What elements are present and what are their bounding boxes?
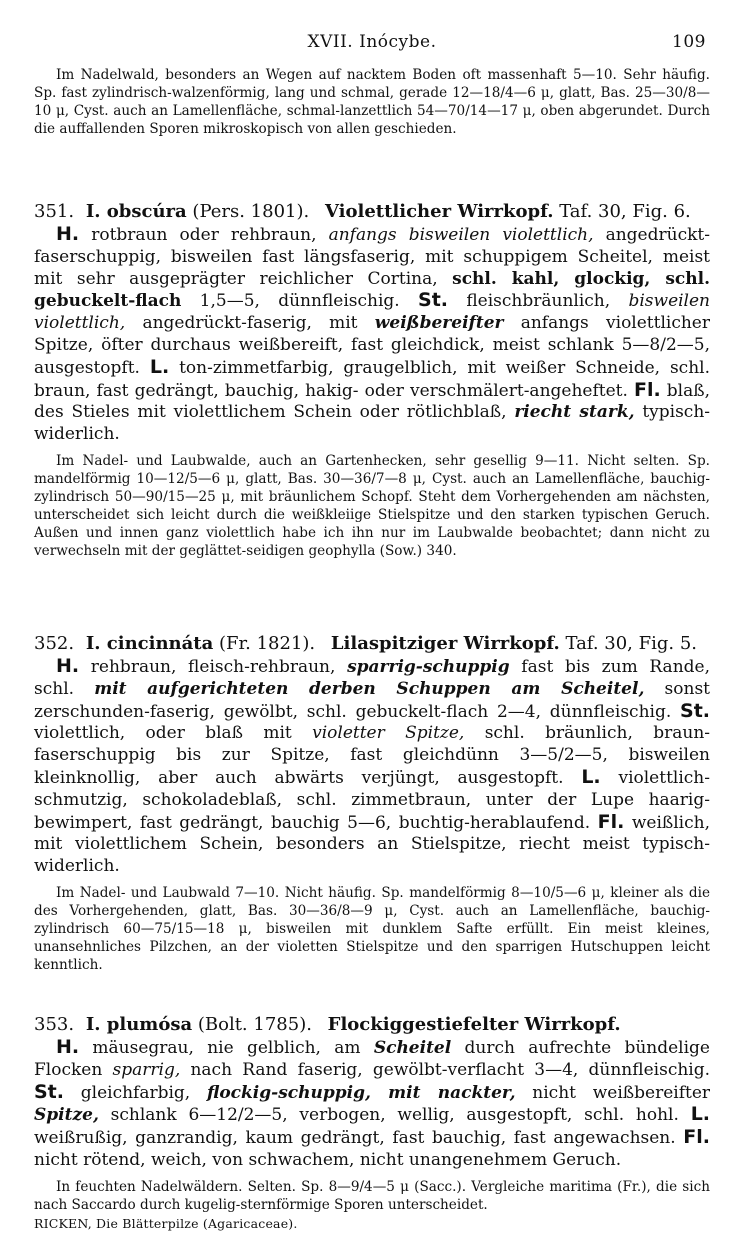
text-stiel-italic-2: weißbereifter: [374, 313, 504, 334]
label-stiel: St.: [418, 289, 449, 312]
label-lamellen: L.: [149, 355, 170, 378]
text-stiel-italic-2: Spitze,: [34, 1105, 99, 1126]
text-fleisch-1: blaß, des Stieles mit violettlichem Schein oder rötlichblaß,: [34, 380, 711, 423]
label-fleisch: Fl.: [633, 378, 661, 401]
entry-number: 352.: [34, 633, 75, 654]
description: [34, 224, 710, 446]
habitat-notes: In feuchten Nadelwäldern. Selten. Sp. 8—9/4—5 μ (Sacc.). Vergleiche maritima (Fr.), die sich nach Saccardo durch kugelig-sternförmige Sporen unterscheidet.: [34, 1178, 710, 1213]
label-lamellen: L.: [690, 1103, 711, 1126]
text-lamellen: violettlich-schmutzig, schokoladeblaß, schl. zimmetbraun, unter der Lupe haarig-bewimpert, fast gedrängt, bauchig 5—6, buchtig-herablaufend.: [34, 767, 710, 833]
label-stiel: St.: [34, 1080, 64, 1103]
text-fleisch-italic-1: riecht stark,: [514, 402, 635, 423]
running-header: [34, 22, 710, 58]
entry-heading: [34, 200, 710, 224]
latin-name: I. obscúra: [85, 201, 187, 222]
author-citation: (Pers. 1801).: [192, 201, 310, 222]
text-hut-italic-2: sparrig,: [112, 1059, 181, 1080]
label-fleisch: Fl.: [683, 1126, 710, 1149]
habitat-notes: Im Nadel- und Laubwalde, auch an Gartenhecken, sehr gesellig 9—11. Nicht selten. Sp. mandelförmig 10—12/5—6 μ, glatt, Bas. 30—36/7—8 μ, Cyst. auch an Lamellenfläche, bauchig-zylindrisch 50—90/15—25 μ, mit bräunlichem Schopf. Steht dem Vorhergehenden am nächsten, unterscheidet sich leicht durch die weißkleiige Stielspitze und den starken typischen Geruch. Außen und innen ganz violettlich habe ich ihn nur im Laubwalde beobachtet; dann nicht zu verwechseln mit der geglättet-seidigen geophylla (Sow.) 340.: [34, 452, 710, 559]
text-hut-italic-1: sparrig-schuppig: [347, 657, 510, 677]
label-fleisch: Fl.: [597, 810, 625, 833]
text-hut-1: mäusegrau, nie gelblich, am: [92, 1038, 361, 1058]
text-hut-1: rehbraun, fleisch-rehbraun,: [90, 657, 336, 677]
intro-notes: [34, 66, 710, 138]
text-stiel-3: schlank 6—12/2—5, verbogen, wellig, ausgestopft, schl. hohl.: [110, 1105, 679, 1126]
text-stiel-1: violettlich, oder blaß mit: [34, 723, 292, 744]
label-hut: H.: [56, 223, 80, 245]
text-hut-4: 1,5—5, dünnfleischig.: [199, 291, 400, 312]
label-hut: H.: [56, 1036, 80, 1058]
entry-number: 351.: [34, 201, 75, 222]
text-hut-1: rotbraun oder rehbraun,: [91, 225, 317, 245]
author-citation: (Fr. 1821).: [219, 633, 316, 654]
german-name: Violettlicher Wirrkopf.: [324, 201, 554, 222]
habitat-notes: Im Nadel- und Laubwald 7—10. Nicht häufig. Sp. mandelförmig 8—10/5—6 μ, kleiner als die des Vorhergehenden, glatt, Bas. 30—36/8—9 μ, Cyst. auch an Lamellenfläche, bauchig-zylindrisch 60—75/15—18 μ, bisweilen mit dunklem Safte erfüllt. Ein meist kleines, unansehnliches Pilzchen, an der violetten Stielspitze und den sparrigen Hutschuppen leicht kenntlich.: [34, 884, 710, 973]
text-stiel-italic-1: violetter Spitze,: [312, 723, 465, 744]
german-name: Lilaspitziger Wirrkopf.: [330, 633, 560, 654]
latin-name: I. cincinnáta: [85, 633, 214, 654]
text-fleisch: weißlich, mit violettlichem Schein, besonders an Stielspitze, riecht meist typisch-widerlich.: [34, 812, 710, 877]
text-hut-2: angedrückt-faserschuppig, bisweilen fast längsfaserig, mit schuppigem Scheitel, meist mit sehr ausgeprägter reichlicher Cortina,: [34, 225, 710, 289]
text-stiel-1: gleichfarbig,: [80, 1082, 191, 1103]
label-hut: H.: [56, 655, 80, 677]
label-stiel: St.: [680, 699, 711, 722]
entry-353: [34, 1013, 710, 1243]
chapter-title: XVII. Inócybe.: [307, 32, 437, 52]
print-footer: RICKEN, Die Blätterpilze (Agaricaceae).: [34, 1215, 298, 1231]
text-hut-2: durch aufrechte bündelige Flocken: [34, 1038, 710, 1080]
text-hut-3: sonst zerschunden-faserig, gewölbt, schl. gebuckelt-flach 2—4, dünnfleischig.: [34, 678, 710, 722]
german-name: Flockiggestiefelter Wirrkopf.: [327, 1014, 621, 1035]
text-lamellen: ton-zimmetfarbig, graugelblich, mit weißer Schneide, schl. braun, fast gedrängt, bauchig, hakig- oder verschmälert-angeheftet.: [34, 357, 710, 401]
description: [34, 656, 710, 878]
text-hut-3: schl. kahl, glockig, schl. gebuckelt-flach: [34, 268, 710, 312]
latin-name: I. plumósa: [85, 1014, 193, 1035]
text-stiel-3: anfangs violettlicher Spitze, öfter durchaus weißbereift, fast gleichdick, meist schlank 5—8/2—5, ausgestopft.: [34, 313, 710, 378]
text-stiel-italic-1: flockig-schuppig, mit nackter,: [206, 1082, 516, 1103]
description: [34, 1037, 710, 1172]
text-hut-2: fast bis zum Rande, schl.: [34, 657, 710, 699]
label-lamellen: L.: [581, 765, 601, 788]
text-hut-italic-1: Scheitel: [373, 1038, 452, 1058]
text-hut-italic-2: mit aufgerichteten derben Schuppen am Scheitel,: [94, 678, 645, 699]
text-fleisch: nicht rötend, weich, von schwachem, nicht unangenehmem Geruch.: [34, 1149, 622, 1170]
text-fleisch-2: typisch-widerlich.: [34, 402, 711, 445]
text-stiel-2: nicht weißbereifter: [532, 1082, 711, 1103]
entry-352: [34, 632, 710, 974]
page-number: 109: [672, 32, 706, 52]
intro-paragraph: Im Nadelwald, besonders an Wegen auf nacktem Boden oft massenhaft 5—10. Sehr häufig. Sp. fast zylindrisch-walzenförmig, lang und schmal, gerade 12—18/4—6 μ, glatt, Bas. 25—30/8—10 μ, Cyst. auch an Lamellenfläche, schmal-lanzettlich 54—70/14—17 μ, oben abgerundet. Durch die auffallenden Sporen mikroskopisch von allen geschieden.: [34, 67, 710, 137]
entry-number: 353.: [34, 1014, 75, 1035]
author-citation: (Bolt. 1785).: [197, 1014, 312, 1035]
entry-heading: [34, 1013, 710, 1037]
text-stiel-2: schl. bräunlich, braun-faserschuppig bis zur Spitze, fast gleichdünn 3—5/2—5, bisweilen kleinknollig, aber auch abwärts verjüngt, ausgestopft.: [34, 723, 711, 788]
entry-351: [34, 200, 710, 560]
text-stiel-1: fleischbräunlich,: [466, 291, 611, 312]
text-stiel-italic-1: bisweilen violettlich,: [34, 291, 711, 334]
text-hut-italic-1: anfangs bisweilen violettlich,: [328, 225, 594, 245]
text-hut-3: nach Rand faserig, gewölbt-verflacht 3—4, dünnfleischig.: [190, 1059, 711, 1080]
text-lamellen: weißrußig, ganzrandig, kaum gedrängt, fast bauchig, fast angewachsen.: [34, 1128, 676, 1149]
entry-heading: [34, 632, 710, 656]
text-stiel-2: angedrückt-faserig, mit: [142, 313, 358, 334]
plate-reference: Taf. 30, Fig. 5.: [565, 633, 698, 654]
plate-reference: Taf. 30, Fig. 6.: [559, 201, 691, 222]
